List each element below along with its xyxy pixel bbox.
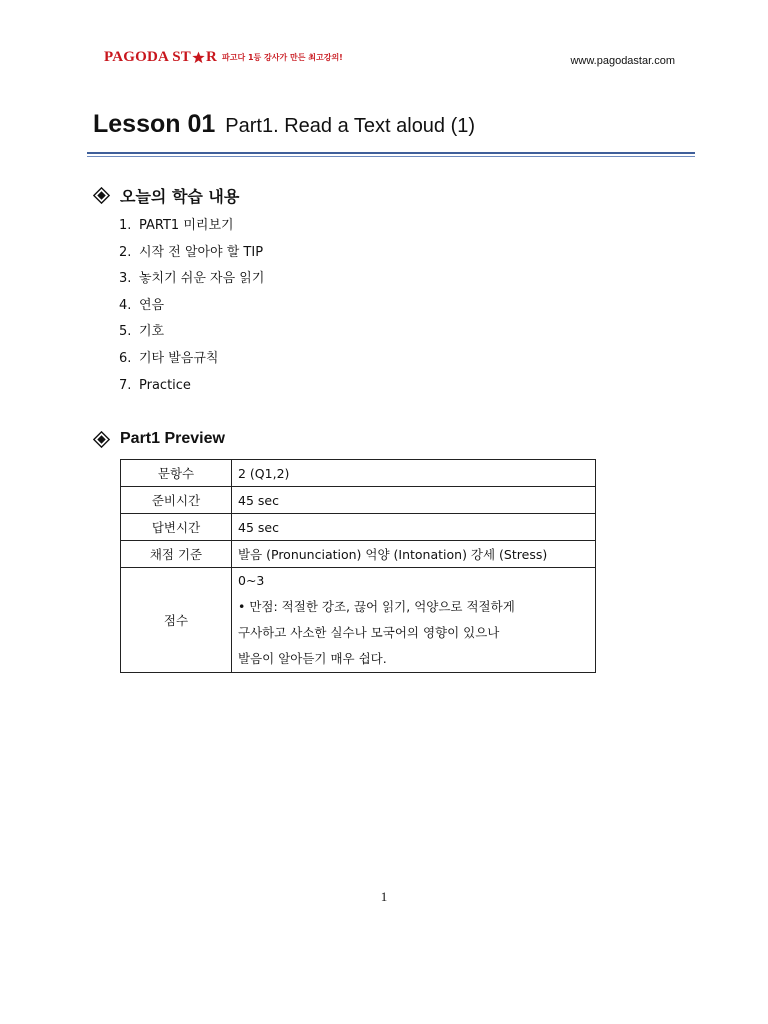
score-description: 0~3 • 만점: 적절한 강조, 끊어 읽기, 억양으로 적절하게 구사하고 사소한 실수나 모국어의 영향이 있으나 발음이 알아듣기 매우 쉽다. (232, 568, 596, 673)
score-label: 점수 (121, 568, 232, 673)
logo-brand-right: R (205, 48, 217, 65)
list-item: 5. 기호 (119, 324, 165, 340)
site-url: www.pagodastar.com (570, 55, 675, 67)
row-label: 답변시간 (121, 514, 232, 541)
preview-table (120, 459, 596, 673)
diamond-bullet-icon (93, 187, 110, 204)
list-item: 3. 놓치기 쉬운 자음 읽기 (119, 271, 265, 287)
pagoda-star-logo (104, 46, 343, 68)
row-label: 문항수 (121, 460, 232, 487)
lesson-subtitle: Part1. Read a Text aloud (1) (225, 115, 476, 137)
row-value: 발음 (Pronunciation) 억양 (Intonation) 강세 (Stress) (232, 541, 596, 568)
contents-list (119, 213, 264, 399)
table-row (121, 487, 596, 514)
logo-brand-left: PAGODA ST (104, 48, 191, 65)
row-label: 채점 기준 (121, 541, 232, 568)
logo-tagline: 파고다 1등 강사가 만든 최고강의! (222, 52, 343, 62)
preview-heading (93, 430, 225, 448)
list-item: 6. 기타 발음규칙 (119, 350, 219, 366)
table-row (121, 541, 596, 568)
logo-star-icon (192, 51, 205, 64)
row-value: 2 (Q1,2) (232, 460, 596, 487)
row-value: 45 sec (232, 487, 596, 514)
preview-heading-text: Part1 Preview (120, 430, 225, 447)
list-item: 2. 시작 전 알아야 할 TIP (119, 244, 264, 260)
row-label: 준비시간 (121, 487, 232, 514)
row-value: 45 sec (232, 514, 596, 541)
contents-heading-text: 오늘의 학습 내용 (120, 187, 240, 206)
page-number: 1 (380, 889, 388, 904)
title-rule-thin (87, 156, 695, 157)
list-item: 7. Practice (119, 377, 191, 393)
table-row (121, 514, 596, 541)
contents-heading (93, 184, 239, 207)
lesson-number: Lesson 01 (93, 110, 216, 138)
list-item: 4. 연음 (119, 297, 165, 313)
table-row (121, 460, 596, 487)
list-item: 1. PART1 미리보기 (119, 218, 234, 233)
lesson-title (93, 110, 475, 139)
title-rule-thick (87, 152, 695, 154)
table-row (121, 568, 596, 673)
diamond-bullet-icon (93, 431, 110, 448)
